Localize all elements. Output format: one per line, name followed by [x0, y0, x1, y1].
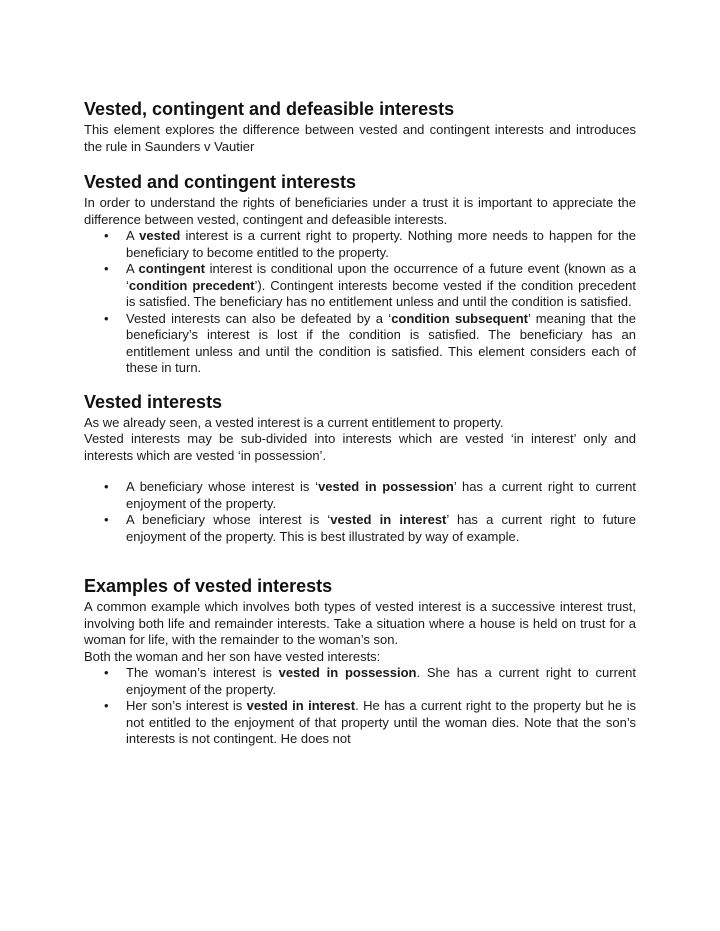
heading-vested-interests: Vested interests — [84, 391, 223, 412]
heading-vested-and-contingent: Vested and contingent interests — [84, 172, 357, 192]
bullet-marker: • — [104, 228, 109, 243]
bullet-son-interest: • Her son’s interest is vested in interest. He has a current right to the property but he is not entitled to the enjoyment of that property until the woman dies. Note that the son’s interests is not contingent. He does not — [104, 698, 636, 746]
bullet-marker: • — [104, 479, 109, 494]
section3-bullet-list — [84, 479, 636, 545]
bullet-vested-in-possession: • A beneficiary whose interest is ‘vested in possession’ has a current right to current enjoyment of the property. — [104, 479, 636, 511]
section4-paragraph-1: A common example which involves both types of vested interest is a successive interest trust, involving both life and remainder interests. Take a situation where a house is held on trust for a woman for life, with the remainder to the woman’s son. — [84, 599, 636, 647]
section3-paragraph-2: Vested interests may be sub-divided into interests which are vested ‘in interest’ only and interests which are vested ‘in possession’. — [84, 431, 636, 463]
bullet-marker: • — [104, 665, 109, 680]
bullet-contingent-definition: • A contingent interest is conditional upon the occurrence of a future event (known as a ‘condition precedent’). Contingent interests become vested if the condition precedent is satisfied. The beneficiary has no entitlement unless and until the condition is satisfied. — [104, 261, 637, 309]
bullet-condition-subsequent: • Vested interests can also be defeated by a ‘condition subsequent’ meaning that the beneficiary’s interest is lost if the condition is satisfied. The beneficiary has an entitlement unless and until the condition is satisfied. This element considers each of these in turn. — [104, 310, 636, 375]
section4-bullet-list — [84, 665, 636, 748]
bullet-woman-interest: • The woman’s interest is vested in possession. She has a current right to current enjoyment of the property. — [104, 665, 636, 697]
bullet-marker: • — [104, 698, 109, 713]
bullet-marker: • — [104, 310, 109, 326]
heading-examples-vested-interests: Examples of vested interests — [84, 576, 333, 596]
section3-paragraph-1: As we already seen, a vested interest is a current entitlement to property. — [84, 414, 504, 430]
heading-vested-contingent-defeasible: Vested, contingent and defeasible interests — [84, 99, 455, 119]
bullet-marker: • — [104, 512, 109, 527]
section4-paragraph-2: Both the woman and her son have vested interests: — [84, 648, 381, 664]
section2-paragraph: In order to understand the rights of beneficiaries under a trust it is important to appreciate the difference between vested, contingent and defeasible interests. — [84, 195, 636, 227]
intro-paragraph: This element explores the difference between vested and contingent interests and introduces the rule in Saunders v Vautier — [84, 122, 636, 154]
bullet-marker: • — [104, 261, 109, 276]
section2-bullet-list — [84, 228, 636, 377]
document-body — [84, 98, 636, 748]
bullet-vested-definition: • A vested interest is a current right to property. Nothing more needs to happen for the beneficiary to become entitled to the property. — [104, 228, 636, 260]
bullet-vested-in-interest: • A beneficiary whose interest is ‘vested in interest’ has a current right to future enjoyment of the property. This is best illustrated by way of example. — [104, 512, 636, 544]
